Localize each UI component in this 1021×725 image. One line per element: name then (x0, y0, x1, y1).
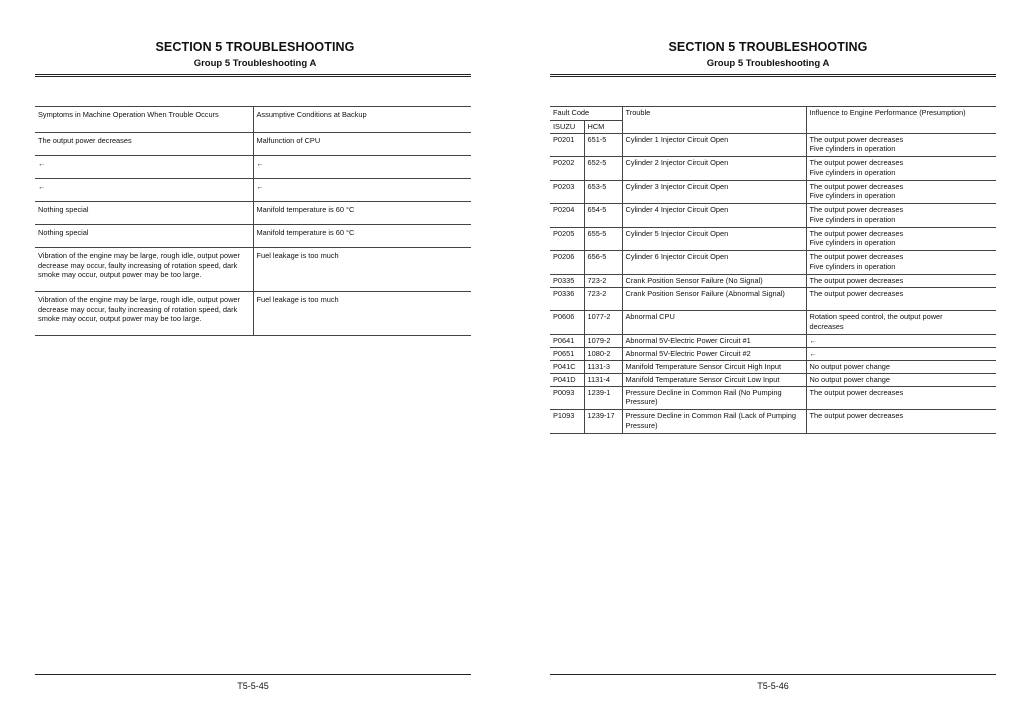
column-header-conditions: Assumptive Conditions at Backup (253, 107, 471, 133)
column-header-fault-code: Fault Code (550, 107, 622, 121)
influence-line: The output power decreases (809, 228, 904, 238)
trouble-cell: Pressure Decline in Common Rail (No Pumping Pressure) (622, 386, 806, 410)
influence-line: No output power change (809, 374, 891, 384)
trouble-cell: Abnormal 5V-Electric Power Circuit #1 (622, 334, 806, 347)
trouble-cell: Cylinder 1 Injector Circuit Open (622, 133, 806, 157)
influence-cell (806, 287, 996, 311)
influence-line: The output power decreases (809, 252, 904, 261)
table-row (550, 157, 996, 181)
hcm-code-cell: 1239-1 (584, 386, 622, 410)
isuzu-code-cell: P0206 (550, 251, 584, 275)
influence-line: ← (809, 348, 817, 358)
table-row (35, 292, 471, 336)
influence-line: Five cylinders in operation (809, 144, 896, 153)
condition-cell: Malfunction of CPU (253, 133, 471, 156)
group-title: Group 5 Troubleshooting A (706, 58, 830, 69)
isuzu-code-cell: P0202 (550, 157, 584, 181)
isuzu-code-cell: P0201 (550, 133, 584, 157)
fault-rows (550, 133, 996, 433)
influence-cell (806, 204, 996, 228)
table-row (550, 180, 996, 204)
table-row (550, 373, 996, 386)
hcm-code-cell: 656-5 (584, 251, 622, 275)
table-row (35, 156, 471, 179)
footer-rule (550, 674, 996, 675)
influence-line: The output power decreases (809, 387, 904, 397)
influence-cell (806, 251, 996, 275)
trouble-cell: Cylinder 4 Injector Circuit Open (622, 204, 806, 228)
table-row (550, 410, 996, 434)
isuzu-code-cell: P0203 (550, 180, 584, 204)
influence-cell (806, 274, 996, 287)
hcm-code-cell: 651-5 (584, 133, 622, 157)
table-row (35, 133, 471, 156)
influence-cell (806, 157, 996, 181)
isuzu-code-cell: P041C (550, 360, 584, 373)
section-title: SECTION 5 TROUBLESHOOTING (668, 40, 868, 54)
column-header-isuzu: ISUZU (550, 121, 584, 134)
symptom-cell: Nothing special (35, 202, 253, 225)
table-row (550, 347, 996, 360)
condition-cell: Fuel leakage is too much (253, 248, 471, 292)
influence-line: Five cylinders in operation (809, 167, 896, 177)
hcm-code-cell: 1239-17 (584, 410, 622, 434)
table-row (35, 179, 471, 202)
isuzu-code-cell: P0093 (550, 386, 584, 410)
isuzu-code-cell: P0651 (550, 347, 584, 360)
table-row (550, 334, 996, 347)
table-row (550, 386, 996, 410)
isuzu-code-cell: P0335 (550, 274, 584, 287)
influence-cell (806, 410, 996, 434)
isuzu-code-cell: P0204 (550, 204, 584, 228)
influence-cell (806, 360, 996, 373)
isuzu-code-cell: P0641 (550, 334, 584, 347)
hcm-code-cell: 1131-3 (584, 360, 622, 373)
trouble-cell: Manifold Temperature Sensor Circuit High Input (622, 360, 806, 373)
hcm-code-cell: 723-2 (584, 287, 622, 311)
influence-line: The output power decreases (809, 411, 904, 420)
table-row (550, 227, 996, 251)
influence-line: The output power decreases (809, 205, 904, 214)
trouble-cell: Cylinder 3 Injector Circuit Open (622, 180, 806, 204)
trouble-cell: Crank Position Sensor Failure (No Signal) (622, 274, 806, 287)
symptom-cell: Vibration of the engine may be large, rough idle, output power decrease may occur, faulty increasing of rotation speed, dark smoke may occur, output power may be too large. (35, 248, 253, 292)
trouble-cell: Crank Position Sensor Failure (Abnormal Signal) (622, 287, 806, 311)
table-row (550, 251, 996, 275)
influence-line: The output power decreases (809, 181, 904, 191)
influence-cell (806, 347, 996, 360)
symptom-cell: Nothing special (35, 225, 253, 248)
column-header-influence: Influence to Engine Performance (Presumption) (806, 107, 996, 134)
symptoms-table (35, 106, 471, 336)
influence-line: ← (809, 335, 817, 345)
influence-cell (806, 386, 996, 410)
table-row (550, 204, 996, 228)
fault-code-table (550, 106, 996, 434)
column-header-hcm: HCM (584, 121, 622, 134)
condition-cell: Manifold temperature is 60 °C (253, 225, 471, 248)
table-row (550, 360, 996, 373)
influence-line: The output power decreases (809, 288, 904, 298)
right-page (510, 0, 1021, 725)
trouble-cell: Abnormal 5V-Electric Power Circuit #2 (622, 347, 806, 360)
section-title: SECTION 5 TROUBLESHOOTING (155, 40, 355, 54)
table-row (35, 248, 471, 292)
header-rule (550, 74, 996, 75)
table-row (35, 202, 471, 225)
influence-cell (806, 311, 996, 335)
influence-line: Five cylinders in operation (809, 261, 896, 271)
hcm-code-cell: 1080-2 (584, 347, 622, 360)
trouble-cell: Cylinder 6 Injector Circuit Open (622, 251, 806, 275)
page-number: T5-5-45 (237, 681, 269, 691)
influence-cell (806, 227, 996, 251)
isuzu-code-cell: P0606 (550, 311, 584, 335)
hcm-code-cell: 653-5 (584, 180, 622, 204)
table-header-row (550, 107, 996, 121)
symptom-cell: ← (35, 179, 253, 202)
hcm-code-cell: 654-5 (584, 204, 622, 228)
symptom-cell: The output power decreases (35, 133, 253, 156)
left-page (0, 0, 510, 725)
header-rule (35, 76, 471, 77)
hcm-code-cell: 1079-2 (584, 334, 622, 347)
symptom-cell: ← (35, 156, 253, 179)
table-row (550, 287, 996, 311)
table-row (550, 311, 996, 335)
page-number: T5-5-46 (757, 681, 789, 691)
table-row (550, 133, 996, 157)
trouble-cell: Cylinder 5 Injector Circuit Open (622, 227, 806, 251)
trouble-cell: Cylinder 2 Injector Circuit Open (622, 157, 806, 181)
influence-line: The output power decreases (809, 134, 904, 144)
influence-cell (806, 180, 996, 204)
isuzu-code-cell: P041D (550, 373, 584, 386)
table-row (35, 225, 471, 248)
footer-rule (35, 674, 471, 675)
trouble-cell: Pressure Decline in Common Rail (Lack of Pumping Pressure) (622, 410, 806, 434)
hcm-code-cell: 723-2 (584, 274, 622, 287)
influence-line: No output power change (809, 361, 891, 371)
header-rule (35, 74, 471, 75)
isuzu-code-cell: P0336 (550, 287, 584, 311)
influence-line: Five cylinders in operation (809, 238, 896, 247)
trouble-cell: Abnormal CPU (622, 311, 806, 335)
condition-cell: ← (253, 156, 471, 179)
table-header-row (35, 107, 471, 133)
hcm-code-cell: 655-5 (584, 227, 622, 251)
hcm-code-cell: 1077-2 (584, 311, 622, 335)
influence-cell (806, 133, 996, 157)
influence-line: Five cylinders in operation (809, 191, 896, 200)
group-title: Group 5 Troubleshooting A (193, 58, 317, 69)
condition-cell: Manifold temperature is 60 °C (253, 202, 471, 225)
influence-cell (806, 373, 996, 386)
influence-line: decreases (809, 321, 844, 331)
influence-cell (806, 334, 996, 347)
isuzu-code-cell: P0205 (550, 227, 584, 251)
header-rule (550, 76, 996, 77)
influence-line: Five cylinders in operation (809, 214, 896, 224)
column-header-trouble: Trouble (622, 107, 806, 134)
hcm-code-cell: 1131-4 (584, 373, 622, 386)
condition-cell: Fuel leakage is too much (253, 292, 471, 336)
table-row (550, 274, 996, 287)
trouble-cell: Manifold Temperature Sensor Circuit Low Input (622, 373, 806, 386)
influence-line: Rotation speed control, the output power (809, 312, 943, 321)
condition-cell: ← (253, 179, 471, 202)
column-header-symptoms: Symptoms in Machine Operation When Trouble Occurs (35, 107, 253, 133)
symptom-cell: Vibration of the engine may be large, rough idle, output power decrease may occur, faulty increasing of rotation speed, dark smoke may occur, output power may be too large. (35, 292, 253, 336)
hcm-code-cell: 652-5 (584, 157, 622, 181)
isuzu-code-cell: P1093 (550, 410, 584, 434)
influence-line: The output power decreases (809, 275, 904, 285)
influence-line: The output power decreases (809, 158, 904, 167)
